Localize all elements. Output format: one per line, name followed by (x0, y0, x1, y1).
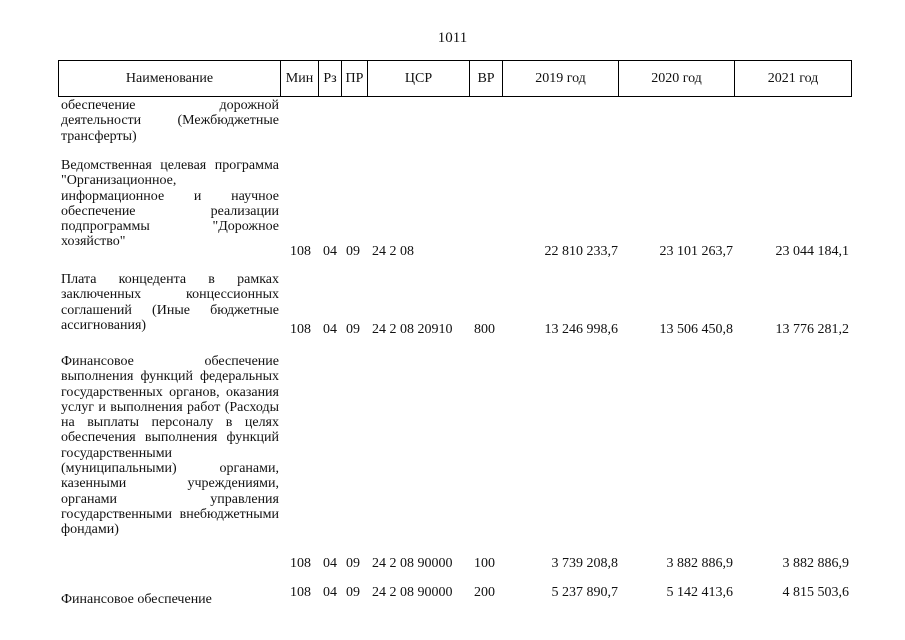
header-year-2021: 2021 год (735, 61, 852, 97)
row-csr: 24 2 08 20910 (372, 322, 453, 337)
header-pr: ПР (342, 61, 368, 97)
row-csr: 24 2 08 (372, 244, 414, 259)
row-pr: 09 (346, 244, 360, 259)
row-csr: 24 2 08 90000 (372, 556, 453, 571)
row-2020: 13 506 450,8 (659, 322, 733, 337)
row-rz: 04 (323, 556, 337, 571)
row-2021: 3 882 886,9 (782, 556, 849, 571)
row-min: 108 (290, 556, 311, 571)
header-min: Мин (281, 61, 319, 97)
row-rz: 04 (323, 322, 337, 337)
row-vr: 100 (474, 556, 495, 571)
row-pr: 09 (346, 322, 360, 337)
row-2021: 4 815 503,6 (782, 585, 849, 600)
row-2019: 13 246 998,6 (544, 322, 618, 337)
row-pr: 09 (346, 556, 360, 571)
row-rz: 04 (323, 244, 337, 259)
header-name: Наименование (59, 61, 281, 97)
row-rz: 04 (323, 585, 337, 600)
row-name: Финансовое обеспечение выполнения функций федеральных государственных органов, оказания услуг и выполнения работ (Расходы на выплаты персоналу в целях обеспечения выполнения функций государственными (муниципальными) органами, казенными учреждениями, органами управления государственными внебюджетными фондами) (61, 354, 279, 538)
row-pr: 09 (346, 585, 360, 600)
row-name: Ведомственная целевая программа "Организационное, информационное и научное обеспечение реализации подпрограммы "Дорожное хозяйство" (61, 158, 279, 250)
header-vr: ВР (470, 61, 503, 97)
row-vr: 200 (474, 585, 495, 600)
row-vr: 800 (474, 322, 495, 337)
header-rz: Рз (319, 61, 342, 97)
header-year-2019: 2019 год (503, 61, 619, 97)
row-2020: 3 882 886,9 (666, 556, 733, 571)
table-header (58, 60, 852, 97)
row-csr: 24 2 08 90000 (372, 585, 453, 600)
row-2021: 23 044 184,1 (775, 244, 849, 259)
header-csr: ЦСР (368, 61, 470, 97)
row-2019: 3 739 208,8 (551, 556, 618, 571)
row-2020: 23 101 263,7 (659, 244, 733, 259)
row-2019: 5 237 890,7 (551, 585, 618, 600)
row-min: 108 (290, 322, 311, 337)
row-min: 108 (290, 585, 311, 600)
row-2021: 13 776 281,2 (775, 322, 849, 337)
page-number: 1011 (437, 30, 468, 46)
row-min: 108 (290, 244, 311, 259)
row-2020: 5 142 413,6 (666, 585, 733, 600)
row-2019: 22 810 233,7 (544, 244, 618, 259)
header-year-2020: 2020 год (619, 61, 735, 97)
row-name: обеспечение дорожной деятельности (Межбюджетные трансферты) (61, 98, 279, 144)
row-name: Финансовое обеспечение (61, 592, 212, 607)
row-name: Плата концедента в рамках заключенных концессионных соглашений (Иные бюджетные ассигнования) (61, 272, 279, 333)
